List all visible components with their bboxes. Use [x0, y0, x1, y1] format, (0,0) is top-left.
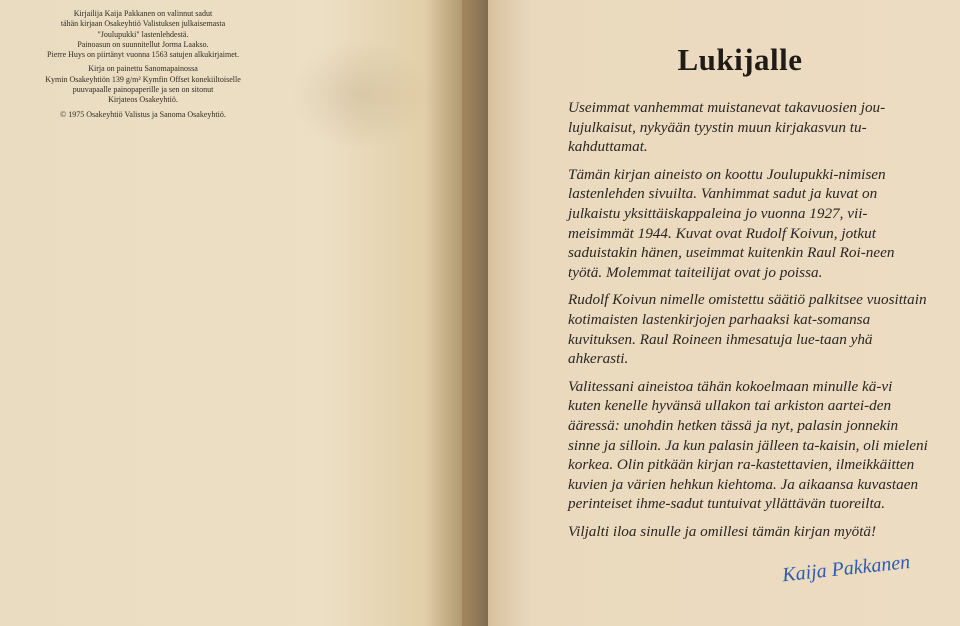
paragraph: Valitessani aineistoa tähän kokoelmaan minulle kä-vi kuten kenelle hyvänsä ullakon tai arkiston aartei-den ääressä: unohdin hetken tässä ja nyt, palasin jonnekin sinne ja silloin. Ja kun palasin jälleen ta-kaisin, oli mieleni korkea. Olin pitkään kirjan ra-kastettavien, ilmeikkäitten kuvien ja värien hehkun kiehtoma. Ja aikaansa kuvastaen perinteiset ihme-sadut tuntuivat yllättävän tuoreilta.: [568, 377, 928, 513]
paragraph: Useimmat vanhemmat muistanevat takavuosien jou-lujulkaisut, nykyään tyystin muun kirjakasvun tu-kahduttamat.: [568, 99, 886, 156]
left-page: [0, 0, 462, 626]
colophon-line: Painoasun on suunnitellut Jorma Laakso.: [77, 39, 209, 49]
author-signature: Kaija Pakkanen: [781, 551, 912, 587]
book-gutter: [424, 0, 488, 626]
printing-line: Kirja on painettu Sanomapainossa: [88, 64, 198, 74]
foreword-text: [568, 98, 928, 549]
printing-line: Kymin Osakeyhtiön 139 g/m² Kymfin Offset konekiiltoiselle: [45, 74, 241, 84]
colophon-line: tähän kirjaan Osakeyhtiö Valistuksen julkaisemasta: [60, 19, 226, 29]
colophon-line: Pierre Huys on piirtänyt vuonna 1563 satujen alkukirjaimet.: [47, 50, 239, 60]
colophon-line: "Joulupukki" lastenlehdestä.: [97, 29, 189, 39]
paragraph: Rudolf Koivun nimelle omistettu säätiö palkitsee vuosittain kotimaisten lastenkirjojen parhaaksi kat-somansa kuvituksen. Raul Roineen ihmesatuja lue-taan yhä ahkerasti.: [568, 291, 927, 368]
paragraph: Viljalti iloa sinulle ja omillesi tämän kirjan myötä!: [568, 522, 877, 540]
copyright-notice: © 1975 Osakeyhtiö Valistus ja Sanoma Osakeyhtiö.: [60, 109, 226, 119]
printing-line: puuvapaalle painopaperille ja sen on sitonut: [72, 85, 214, 95]
page-title: Lukijalle: [677, 42, 803, 77]
paragraph: Tämän kirjan aineisto on koottu Joulupukki-nimisen lastenlehden sivuilta. Vanhimmat sadut ja kuvat on julkaistu yksittäiskappaleina jo vuonna 1927, vii-meisimmät 1944. Kuvat ovat Rudolf Koivun, jotkut saduistakin hänen, useimmat kuitenkin Raul Roi-neen työtä. Molemmat taiteilijat ovat jo poissa.: [568, 165, 895, 281]
colophon: [8, 9, 278, 120]
show-through-shadow: [290, 40, 430, 150]
printing-line: Kirjateos Osakeyhtiö.: [108, 95, 178, 105]
colophon-line: Kirjailija Kaija Pakkanen on valinnut sadut: [73, 9, 213, 18]
